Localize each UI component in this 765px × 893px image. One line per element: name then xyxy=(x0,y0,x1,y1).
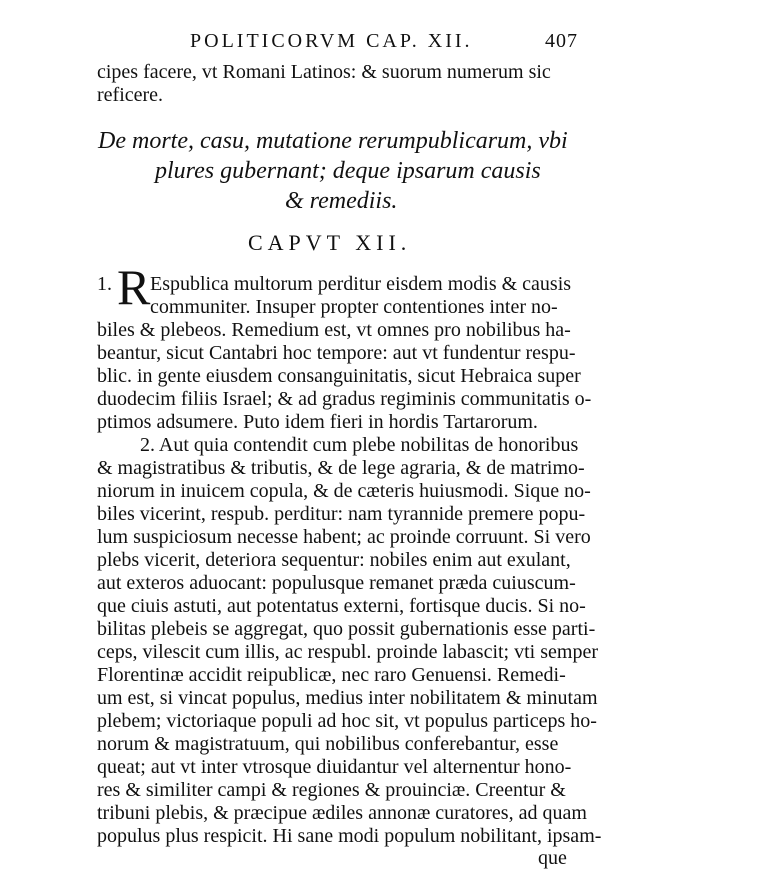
text-line: 2. Aut quia contendit cum plebe nobilitas de honoribus xyxy=(140,434,579,456)
paragraph-number: 1. xyxy=(97,273,112,295)
text-line: beantur, sicut Cantabri hoc tempore: aut vt fundentur respu- xyxy=(97,342,576,364)
text-line: Espublica multorum perditur eisdem modis & causis xyxy=(150,273,572,295)
text-line: biles & plebeos. Remedium est, vt omnes pro nobilibus ha- xyxy=(97,319,571,341)
text-line: bilitas plebeis se aggregat, quo possit gubernationis esse parti- xyxy=(97,618,596,640)
text-line: communiter. Insuper propter contentiones inter no- xyxy=(150,296,558,318)
text-line: lum suspiciosum necesse habent; ac proinde corruunt. Si vero xyxy=(97,526,591,548)
text-line: ceps, vilescit cum illis, ac respubl. proinde labascit; vti semper xyxy=(97,641,598,663)
running-head xyxy=(190,30,590,53)
text-line: populus plus respicit. Hi sane modi populum nobilitant, ipsam- xyxy=(97,825,602,847)
text-line: norum & magistratuum, qui nobilibus conferebantur, esse xyxy=(97,733,559,755)
drop-cap: R xyxy=(117,259,151,315)
text-line: ptimos adsumere. Puto idem fieri in hordis Tartarorum. xyxy=(97,411,538,433)
running-title: POLITICORVM CAP. XII. xyxy=(190,30,473,52)
section-heading-line: plures gubernant; deque ipsarum causis xyxy=(155,158,541,184)
text-line: duodecim filiis Israel; & ad gradus regiminis communitatis o- xyxy=(97,388,592,410)
text-line: reficere. xyxy=(97,84,164,106)
text-line: biles vicerint, respub. perditur: nam tyrannide premere popu- xyxy=(97,503,586,525)
section-heading-line: & remediis. xyxy=(285,188,398,214)
chapter-title: CAPVT XII. xyxy=(248,230,412,255)
catchword: que xyxy=(538,847,567,869)
text-line: um est, si vincat populus, medius inter nobilitatem & minutam xyxy=(97,687,598,709)
text-line: plebem; victoriaque populi ad hoc sit, vt populus particeps ho- xyxy=(97,710,597,732)
text-line: Florentinæ accidit reipublicæ, nec raro Genuensi. Remedi- xyxy=(97,664,566,686)
section-heading-line: De morte, casu, mutatione rerumpublicarum, vbi xyxy=(98,128,568,154)
text-line: & magistratibus & tributis, & de lege agraria, & de matrimo- xyxy=(97,457,585,479)
text-line: aut exteros aduocant: populusque remanet præda cuiuscum- xyxy=(97,572,576,594)
text-line: blic. in gente eiusdem consanguinitatis, sicut Hebraica super xyxy=(97,365,581,387)
page-number: 407 xyxy=(545,30,578,52)
text-line: niorum in inuicem copula, & de cæteris huiusmodi. Sique no- xyxy=(97,480,591,502)
text-line: cipes facere, vt Romani Latinos: & suorum numerum sic xyxy=(97,61,551,83)
text-line: plebs vicerit, deteriora sequentur: nobiles enim aut exulant, xyxy=(97,549,571,571)
text-line: tribuni plebis, & præcipue ædiles annonæ curatores, ad quam xyxy=(97,802,587,824)
text-line: res & similiter campi & regiones & prouinciæ. Creentur & xyxy=(97,779,566,801)
text-line: queat; aut vt inter vtrosque diuidantur vel alternentur hono- xyxy=(97,756,572,778)
text-line: que ciuis astuti, aut potentatus externi, fortisque ducis. Si no- xyxy=(97,595,586,617)
